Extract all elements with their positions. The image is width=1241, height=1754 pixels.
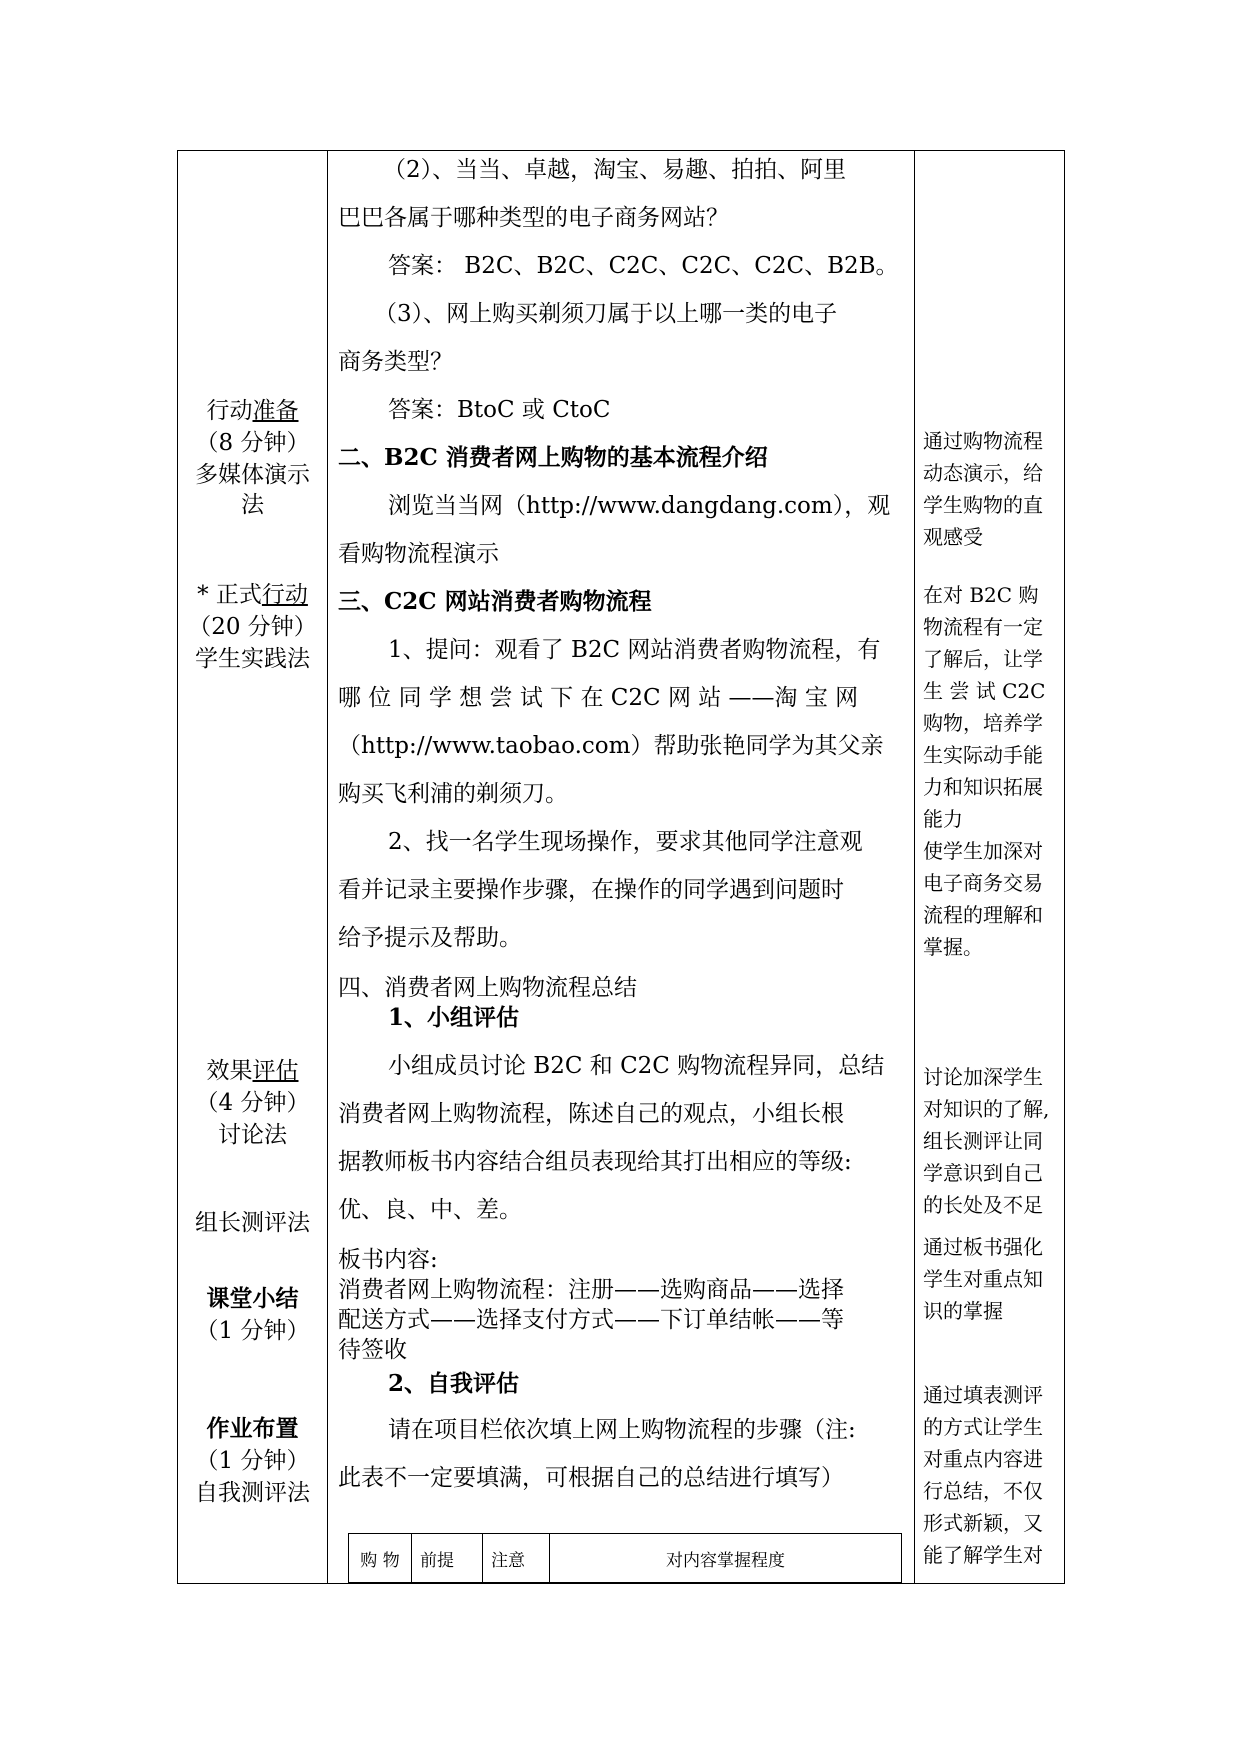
- prep-time: （8 分钟）: [195, 430, 310, 456]
- board-line3: 待签收: [338, 1337, 407, 1363]
- step-1-line1: 1、提问：观看了 B2C 网站消费者购物流程，有: [388, 637, 881, 663]
- step-2-line3: 给予提示及帮助。: [338, 925, 522, 951]
- homework-method: 自我测评法: [195, 1480, 310, 1506]
- eval-time: （4 分钟）: [195, 1090, 310, 1116]
- prep-title: 行动准备: [206, 398, 299, 424]
- step-1-line4: 购买飞利浦的剃须刀。: [338, 781, 568, 807]
- step-2-line2: 看并记录主要操作步骤，在操作的同学遇到问题时: [338, 877, 844, 903]
- column-divider-left: [327, 151, 328, 1583]
- leader-method: 组长测评法: [195, 1210, 310, 1236]
- question-3-answer: 答案：BtoC 或 CtoC: [388, 397, 611, 423]
- header-premise: 前提: [412, 1534, 483, 1583]
- section-2-line2: 看购物流程演示: [338, 541, 499, 567]
- step-1-line3: （http://www.taobao.com）帮助张艳同学为其父亲: [338, 733, 884, 759]
- question-3-line2: 商务类型？: [338, 349, 453, 375]
- table-row: [349, 1534, 902, 1583]
- note-self-eval: 通过填表测评 的方式让学生 对重点内容进 行总结，不仅 形式新颖，又 能了解学生对: [923, 1383, 1043, 1567]
- board-line2: 配送方式——选择支付方式——下订单结帐——等: [338, 1307, 844, 1333]
- note-b2c-demo: 通过购物流程 动态演示，给 学生购物的直 观感受: [923, 429, 1043, 549]
- prep-method-cont: 法: [241, 492, 264, 518]
- section-2-title: 二、B2C 消费者网上购物的基本流程介绍: [338, 444, 768, 471]
- column-divider-right: [914, 151, 915, 1583]
- eval-method: 讨论法: [218, 1122, 287, 1148]
- section-4-title: 四、消费者网上购物流程总结: [338, 975, 637, 1001]
- note-c2c-practice: 在对 B2C 购 物流程有一定 了解后，让学 生 尝 试 C2C 购物，培养学 生实际动手能 力和知识拓展 能力 使学生加深对 电子商务交易 流程的理解和 掌握。: [923, 583, 1046, 959]
- formal-title: * 正式行动: [197, 582, 308, 608]
- summary-time: （1 分钟）: [195, 1318, 310, 1344]
- question-2-answer: 答案： B2C、B2C、C2C、C2C、C2C、B2B。: [388, 253, 899, 279]
- group-eval-line3: 据教师板书内容结合组员表现给其打出相应的等级:: [338, 1149, 852, 1175]
- homework-time: （1 分钟）: [195, 1448, 310, 1474]
- group-eval-title: 1、小组评估: [388, 1004, 520, 1031]
- group-eval-line1: 小组成员讨论 B2C 和 C2C 购物流程异同，总结: [388, 1053, 885, 1079]
- self-eval-line2: 此表不一定要填满，可根据自己的总结进行填写）: [338, 1465, 844, 1491]
- header-attention: 注意: [483, 1534, 550, 1583]
- formal-method: 学生实践法: [195, 646, 310, 672]
- homework-title: 作业布置: [206, 1415, 299, 1442]
- section-3-title: 三、C2C 网站消费者购物流程: [338, 588, 652, 615]
- question-2-line1: （2）、当当、卓越，淘宝、易趣、拍拍、阿里: [383, 157, 847, 183]
- group-eval-line4: 优、良、中、差。: [338, 1197, 522, 1223]
- board-line1: 消费者网上购物流程：注册——选购商品——选择: [338, 1277, 844, 1303]
- note-discussion: 讨论加深学生 对知识的了解, 组长测评让同 学意识到自己 的长处及不足: [923, 1065, 1050, 1217]
- formal-time: （20 分钟）: [188, 614, 317, 640]
- header-shopping: 购 物: [349, 1534, 412, 1583]
- group-eval-line2: 消费者网上购物流程，陈述自己的观点，小组长根: [338, 1101, 844, 1127]
- eval-title: 效果评估: [206, 1058, 299, 1084]
- step-1-line2: 哪 位 同 学 想 尝 试 下 在 C2C 网 站 ——淘 宝 网: [338, 685, 859, 711]
- lesson-plan-table: [177, 150, 1065, 1584]
- self-eval-line1: 请在项目栏依次填上网上购物流程的步骤（注:: [388, 1417, 856, 1443]
- board-title: 板书内容:: [338, 1247, 438, 1273]
- prep-method: 多媒体演示: [195, 462, 310, 488]
- section-2-line1: 浏览当当网（http://www.dangdang.com），观: [388, 493, 891, 519]
- question-3-line1: （3）、网上购买剃须刀属于以上哪一类的电子: [374, 301, 838, 327]
- self-eval-title: 2、自我评估: [388, 1370, 520, 1397]
- summary-title: 课堂小结: [206, 1285, 299, 1312]
- question-2-line2: 巴巴各属于哪种类型的电子商务网站？: [338, 205, 729, 231]
- step-2-line1: 2、找一名学生现场操作，要求其他同学注意观: [388, 829, 863, 855]
- self-eval-table: [348, 1533, 902, 1583]
- header-mastery: 对内容掌握程度: [550, 1534, 902, 1583]
- note-board: 通过板书强化 学生对重点知 识的掌握: [923, 1235, 1043, 1323]
